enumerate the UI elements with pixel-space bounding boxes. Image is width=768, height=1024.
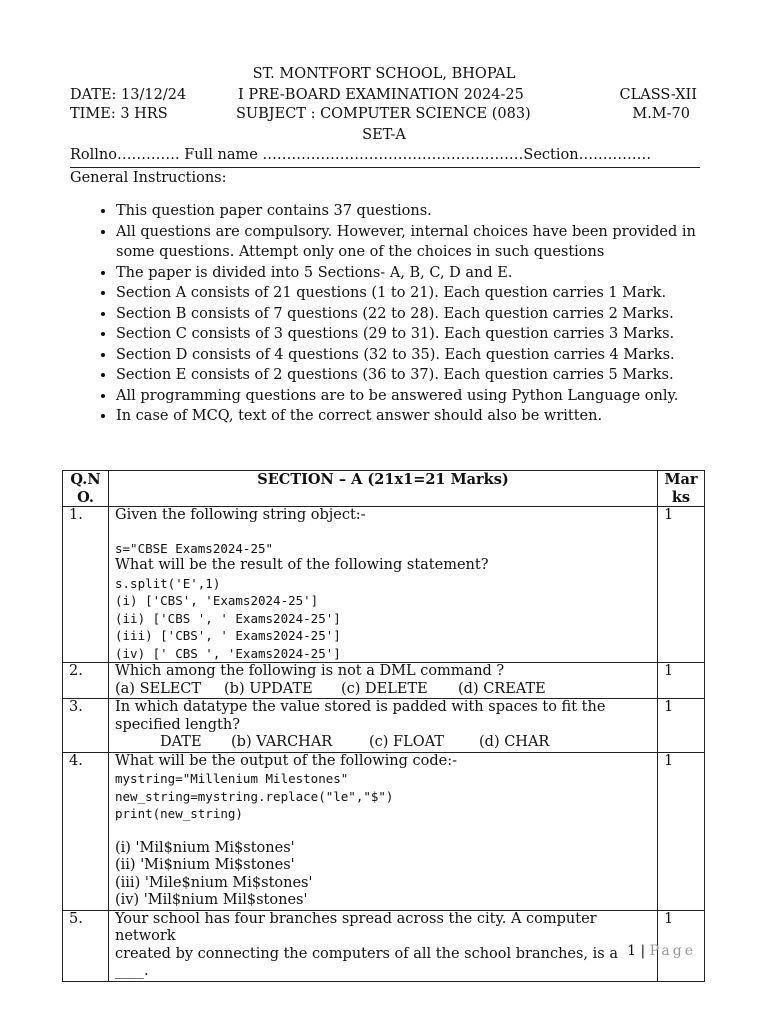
code-line: mystring="Millenium Milestones" [115,771,349,786]
page-label: Page [649,943,696,959]
exam-time: TIME: 3 HRS [70,106,168,122]
question-body [109,663,658,699]
question-marks: 1 [658,663,705,699]
instruction-item: • Section A consists of 21 questions (1 to 21). Each question carries 1 Mark. [116,283,716,304]
max-marks: M.M-70 [632,106,690,122]
instruction-item: • In case of MCQ, text of the correct answer should also be written. [116,406,716,427]
page-footer [627,943,696,959]
code-line: print(new_string) [115,806,243,821]
option-a: DATE [160,734,202,750]
question-row-1 [63,507,705,663]
question-marks: 1 [658,752,705,910]
question-row-5 [63,910,705,981]
instruction-item: • Section B consists of 7 questions (22 to 28). Each question carries 2 Marks. [116,304,716,325]
question-number: 3. [63,699,109,753]
question-text: What will be the output of the following code:- [115,752,457,769]
option-a: (a) SELECT [115,680,202,697]
option-i: (i) ['CBS', 'Exams2024-25'] [115,593,319,608]
question-number: 2. [63,663,109,699]
instruction-item: • Section D consists of 4 questions (32 to 35). Each question carries 4 Marks. [116,345,716,366]
header-divider [70,167,700,168]
option-ii: (ii) 'Mi$nium Mi$stones' [115,857,295,873]
instruction-item: • This question paper contains 37 questions. [116,201,716,222]
student-fields: Rollno…………. Full name ………………………………………………Section…………… [70,147,652,163]
options-row [115,681,651,699]
section-title: SECTION – A (21x1=21 Marks) [109,471,658,507]
instructions-heading: General Instructions: [70,170,227,186]
question-row-3 [63,699,705,753]
question-table [62,470,705,982]
option-iii: (iii) ['CBS', ' Exams2024-25'] [115,628,341,643]
code-line: s.split('E',1) [115,575,221,591]
question-body [109,699,658,753]
option-d: (d) CHAR [479,734,550,750]
option-c: (c) DELETE [341,680,428,697]
question-row-2 [63,663,705,699]
question-text: Given the following string object:- [115,507,366,523]
table-header-row [63,471,705,507]
code-line: s="CBSE Exams2024-25" [115,540,274,556]
option-b: (b) UPDATE [224,680,313,697]
exam-date: DATE: 13/12/24 [70,87,187,103]
school-name: ST. MONTFORT SCHOOL, BHOPAL [252,66,516,82]
option-b: (b) VARCHAR [231,734,333,750]
question-body [109,752,658,910]
options-row [115,734,651,752]
option-i: (i) 'Mil$nium Mi$stones' [115,839,295,856]
question-text: Your school has four branches spread across the city. A computer network [115,910,597,944]
question-marks: 1 [658,910,705,981]
page-separator: | [640,943,646,959]
exam-title: I PRE-BOARD EXAMINATION 2024-25 [238,87,524,103]
question-row-4 [63,752,705,910]
option-c: (c) FLOAT [369,734,444,750]
instructions-list [92,201,716,427]
option-ii: (ii) ['CBS ', ' Exams2024-25'] [115,610,341,626]
question-body [109,910,658,981]
subject-title: SUBJECT : COMPUTER SCIENCE (083) [236,106,531,122]
instruction-item: • The paper is divided into 5 Sections- A, B, C, D and E. [116,263,716,284]
question-text: created by connecting the computers of all the school branches, is a ____. [115,945,618,979]
instruction-item: • Section C consists of 3 questions (29 to 31). Each question carries 3 Marks. [116,324,716,345]
question-text: What will be the result of the following statement? [115,557,489,573]
option-iii: (iii) 'Mile$nium Mi$stones' [115,874,313,891]
question-number: 4. [63,752,109,910]
marks-header: Mar ks [658,471,705,507]
question-number: 1. [63,507,109,663]
question-text: In which datatype the value stored is padded with spaces to fit the [115,699,606,715]
question-marks: 1 [658,699,705,753]
question-number: 5. [63,910,109,981]
set-label: SET-A [362,127,406,143]
option-d: (d) CREATE [458,680,546,697]
question-text: specified length? [115,716,240,733]
class-label: CLASS-XII [619,87,697,103]
option-iv: (iv) [' CBS ', 'Exams2024-25'] [115,645,341,661]
instruction-item: • All programming questions are to be answered using Python Language only. [116,386,716,407]
question-body [109,507,658,663]
question-text: Which among the following is not a DML command ? [115,663,505,679]
question-marks: 1 [658,507,705,663]
qno-header: Q.N O. [63,471,109,507]
option-iv: (iv) 'Mil$nium Mil$stones' [115,892,308,908]
instruction-item: • Section E consists of 2 questions (36 to 37). Each question carries 5 Marks. [116,365,716,386]
page-number: 1 [627,943,636,959]
code-line: new_string=mystring.replace("le","$") [115,788,394,804]
instruction-item: • All questions are compulsory. However, internal choices have been provided in some questions. Attempt only one of the choices in such questions [116,222,716,263]
